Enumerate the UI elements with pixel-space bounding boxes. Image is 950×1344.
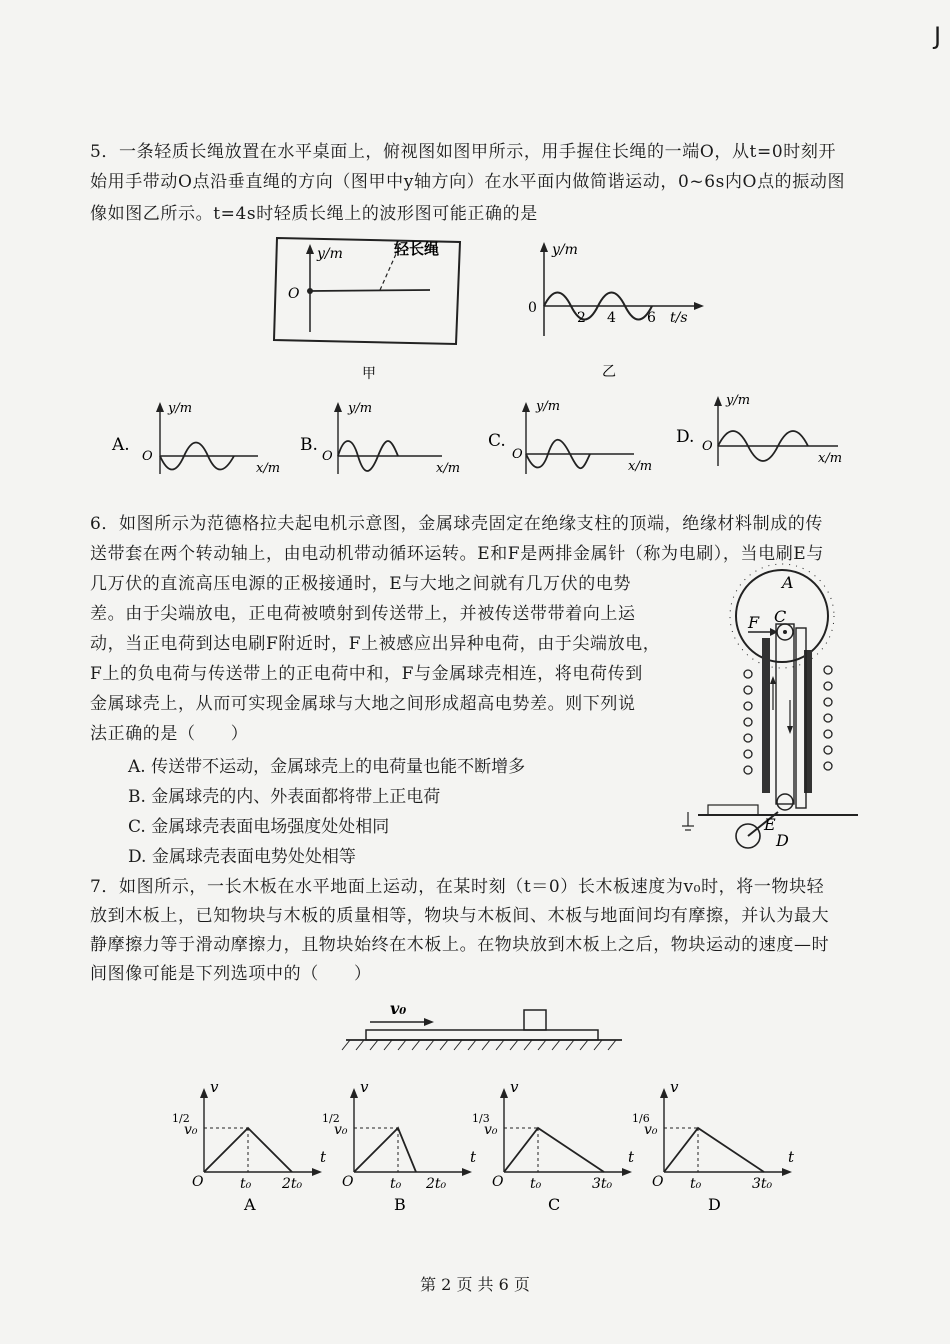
svg-text:t: t [320, 1148, 327, 1166]
q7-graph-b [320, 1078, 480, 1218]
svg-text:O: O [512, 447, 523, 462]
jia-ylabel: y/m [317, 246, 343, 262]
svg-text:v₀: v₀ [484, 1122, 498, 1138]
svg-text:O: O [192, 1174, 204, 1190]
svg-text:A.: A. [112, 435, 130, 455]
jia-origin: O [288, 286, 300, 302]
svg-text:x/m: x/m [436, 461, 461, 476]
svg-text:y/m: y/m [536, 399, 561, 414]
q6-option-c: C. 金属球壳表面电场强度处处相同 [128, 817, 390, 837]
svg-text:v₀: v₀ [644, 1122, 658, 1138]
svg-text:t₀: t₀ [390, 1176, 402, 1192]
q7-line-2: 放到木板上，已知物块与木板的质量相等，物块与木板间、木板与地面间均有摩擦，并认为最大 [90, 906, 830, 926]
svg-text:3t₀: 3t₀ [592, 1176, 613, 1192]
svg-text:v: v [670, 1078, 679, 1096]
q7-line-4: 间图像可能是下列选项中的（ ） [90, 964, 372, 984]
svg-text:A: A [244, 1195, 256, 1214]
q5-line-3: 像如图乙所示。t=4s时轻质长绳上的波形图可能正确的是 [90, 204, 538, 224]
svg-text:y/m: y/m [726, 393, 751, 408]
svg-text:2t₀: 2t₀ [426, 1176, 447, 1192]
q5-line-2: 始用手带动O点沿垂直绳的方向（图甲中y轴方向）在水平面内做简谐运动，0~6s内O点的振动图 [90, 172, 846, 192]
svg-text:t₀: t₀ [690, 1176, 702, 1192]
svg-text:C.: C. [488, 431, 506, 451]
q6-line-3: 几万伏的直流高压电源的正极接通时，E与大地之间就有几万伏的电势 [90, 574, 632, 594]
jia-caption: 甲 [362, 366, 376, 382]
svg-text:1/2: 1/2 [322, 1112, 340, 1125]
svg-text:O: O [142, 449, 153, 464]
q5-line-1: 5．一条轻质长绳放置在水平桌面上，俯视图如图甲所示，用手握住长绳的一端O，从t=0时刻开 [90, 142, 837, 162]
svg-text:C: C [548, 1195, 561, 1214]
q6-option-d: D. 金属球壳表面电势处处相等 [128, 847, 356, 867]
q5-option-a [108, 398, 288, 478]
q6-line-1: 6．如图所示为范德格拉夫起电机示意图，金属球壳固定在绝缘支柱的顶端，绝缘材料制成的传 [90, 514, 824, 534]
svg-text:A: A [782, 573, 794, 592]
svg-text:v: v [510, 1078, 519, 1096]
q6-option-a: A. 传送带不运动，金属球壳上的电荷量也能不断增多 [128, 757, 526, 777]
svg-text:t: t [628, 1148, 635, 1166]
corner-mark: J [934, 22, 942, 50]
q6-line-4: 差。由于尖端放电，正电荷被喷射到传送带上，并被传送带带着向上运 [90, 604, 636, 624]
svg-text:t₀: t₀ [240, 1176, 252, 1192]
q6-line-2: 送带套在两个转动轴上，由电动机带动循环运转。E和F是两排金属针（称为电刷），当电刷E与 [90, 544, 824, 564]
yi-tick-2: 2 [577, 310, 586, 326]
svg-text:t: t [788, 1148, 795, 1166]
q5-figure-yi [520, 236, 710, 381]
svg-text:2t₀: 2t₀ [282, 1176, 303, 1192]
svg-text:t: t [470, 1148, 477, 1166]
q7-line-3: 静摩擦力等于滑动摩擦力，且物块始终在木板上。在物块放到木板上之后，物块运动的速度—时 [90, 935, 830, 955]
yi-tick-4: 4 [607, 310, 616, 326]
svg-text:v₀: v₀ [334, 1122, 348, 1138]
svg-text:1/2: 1/2 [172, 1112, 190, 1125]
svg-text:C: C [774, 607, 787, 626]
svg-text:O: O [702, 439, 713, 454]
svg-text:x/m: x/m [628, 459, 653, 474]
svg-text:O: O [652, 1174, 664, 1190]
svg-text:O: O [342, 1174, 354, 1190]
svg-text:3t₀: 3t₀ [752, 1176, 773, 1192]
svg-text:1/3: 1/3 [472, 1112, 490, 1125]
svg-text:B: B [394, 1195, 406, 1214]
jia-rope-label: 轻长绳 [394, 240, 440, 258]
q7-graph-a [170, 1078, 330, 1218]
q6-line-7: 金属球壳上，从而可实现金属球与大地之间形成超高电势差。则下列说 [90, 694, 636, 714]
q5-option-b [296, 398, 476, 478]
q5-figure-jia [270, 234, 470, 384]
svg-text:D.: D. [676, 427, 695, 447]
yi-origin: 0 [528, 300, 537, 316]
svg-text:v: v [360, 1078, 369, 1096]
svg-text:1/6: 1/6 [632, 1112, 650, 1125]
svg-text:E: E [764, 815, 776, 834]
svg-text:v: v [210, 1078, 219, 1096]
page-footer: 第 2 页 共 6 页 [420, 1275, 530, 1294]
yi-ylabel: y/m [552, 242, 578, 258]
svg-text:y/m: y/m [168, 401, 193, 416]
svg-text:v₀: v₀ [390, 999, 407, 1018]
q6-line-5: 动，当正电荷到达电刷F附近时，F上被感应出异种电荷，由于尖端放电， [90, 634, 661, 654]
svg-text:D: D [708, 1195, 721, 1214]
yi-xlabel: t/s [670, 310, 688, 326]
q6-option-b: B. 金属球壳的内、外表面都将带上正电荷 [128, 787, 441, 807]
q7-board-figure [340, 990, 630, 1060]
svg-text:F: F [748, 613, 760, 632]
svg-text:x/m: x/m [818, 451, 843, 466]
svg-text:O: O [322, 449, 333, 464]
q5-option-d [672, 392, 858, 472]
yi-tick-6: 6 [647, 310, 656, 326]
q7-line-1: 7．如图所示，一长木板在水平地面上运动，在某时刻（t＝0）长木板速度为v₀时，将一物块轻 [90, 877, 825, 897]
q5-option-c [484, 396, 670, 476]
yi-caption: 乙 [602, 364, 616, 380]
svg-text:v₀: v₀ [184, 1122, 198, 1138]
q6-line-8: 法正确的是（ ） [90, 724, 249, 744]
svg-text:D: D [776, 831, 789, 850]
svg-text:B.: B. [300, 435, 318, 455]
q7-graph-d [630, 1078, 800, 1218]
svg-text:y/m: y/m [348, 401, 373, 416]
svg-text:t₀: t₀ [530, 1176, 542, 1192]
svg-text:O: O [492, 1174, 504, 1190]
svg-text:x/m: x/m [256, 461, 281, 476]
q6-line-6: F上的负电荷与传送带上的正电荷中和，F与金属球壳相连，将电荷传到 [90, 664, 643, 684]
q7-graph-c [470, 1078, 640, 1218]
q6-van-de-graaff-figure [678, 550, 870, 850]
